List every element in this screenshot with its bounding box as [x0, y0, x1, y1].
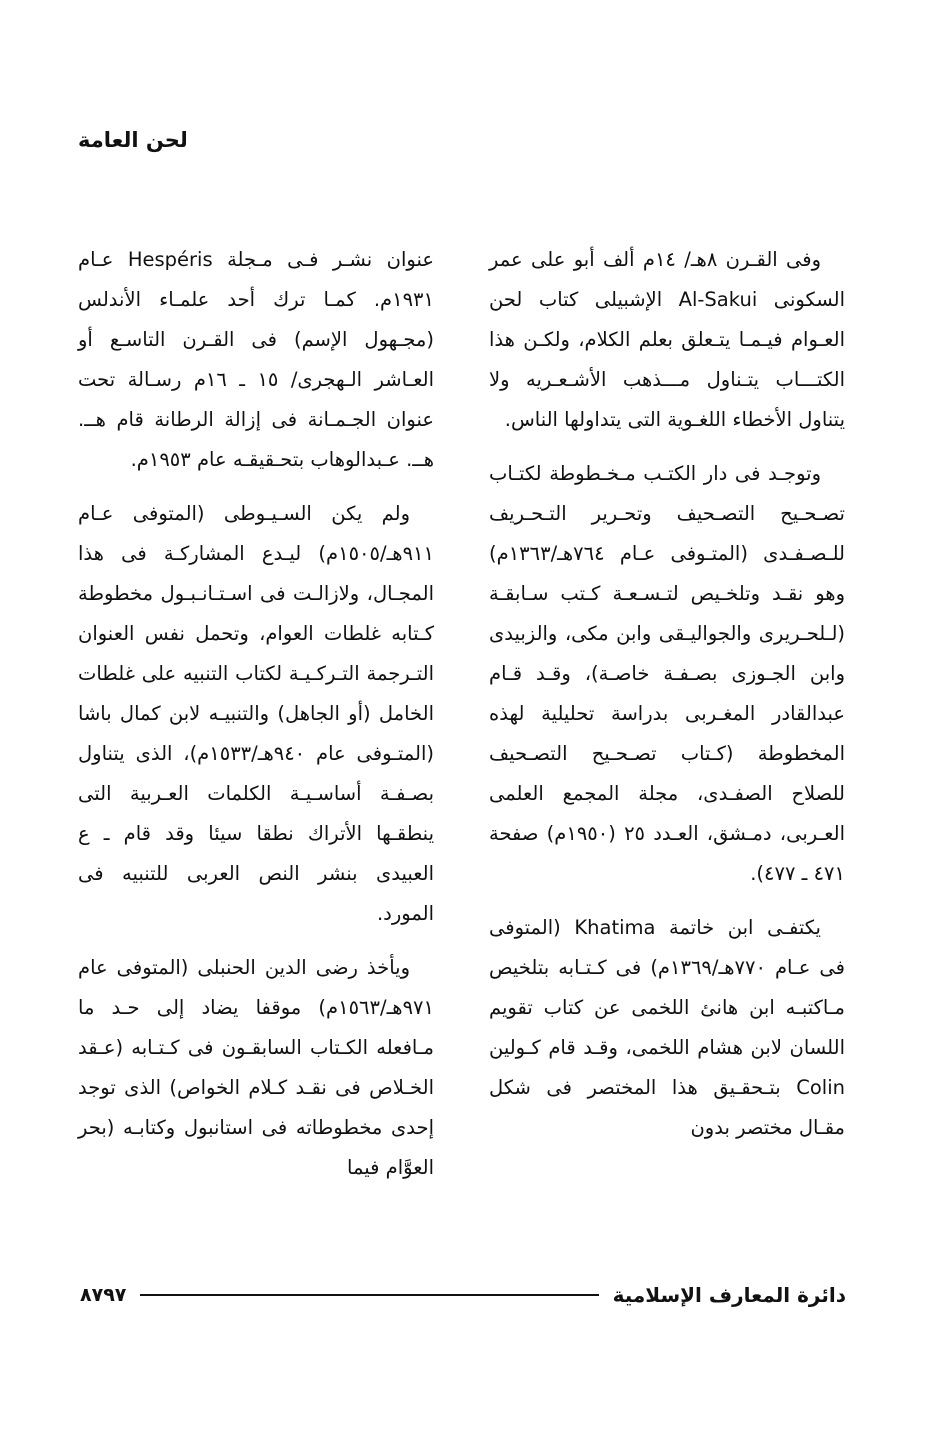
- paragraph: يكتفـى ابن خاتمة Khatima (المتوفى فى عـام ٧٧٠هـ/١٣٦٩م) فى كـتـابه بتلخيص مـاكتبـه ابن هانئ اللخمى عن كتاب تقويم اللسان لابن هشام اللخمى، وقـد قام كـولين Colin بتـحقـيق هذا المختصر فى شكل مقـال مختصر بدون: [489, 916, 845, 1139]
- publication-title: دائرة المعارف الإسلامية: [612, 1283, 846, 1307]
- left-column: [78, 240, 434, 1202]
- running-head: لحن العامة: [78, 128, 188, 152]
- footer-rule: [140, 1294, 598, 1296]
- paragraph: ولم يكن السـيـوطى (المتوفى عـام ٩١١هـ/١٥٠٥م) ليـدع المشاركـة فى هذا المجـال، ولازالـت فى اسـتـانـبـول مخطوطة كـتابه غلطات العوام، وتحمل نفس العنوان التـرجمة التـركـيـة لكتاب التنبيه على غلطات الخامل (أو الجاهل) والتنبيـه لابن كمال باشا (المتـوفى عام ٩٤٠هـ/١٥٣٣م)، الذى يتناول بصـفـة أساسـيـة الكلمات العـربية التى ينطقـها الأتراك نطقا سيئا وقد قام ـ ع العبيدى بنشر النص العربى للتنبيه فى المورد.: [78, 502, 434, 925]
- paragraph: ويأخذ رضى الدين الحنبلى (المتوفى عام ٩٧١هـ/١٥٦٣م) موقفا يضاد إلى حـد ما مـافعله الكـتاب السابقـون فى كـتـابه (عـقد الخـلاص فى نقـد كـلام الخواص) الذى توجد إحدى مخطوطاته فى استانبول وكتابـه (بحر العوَّام فيما: [78, 956, 434, 1179]
- page-footer: [80, 1280, 846, 1310]
- right-column: [489, 240, 845, 1162]
- paragraph: وتوجـد فى دار الكتـب مـخـطوطة لكتـاب تصـحـيح التصـحيف وتحـرير التـحـريف للـصـفـدى (المتـوفى عـام ٧٦٤هـ/١٣٦٣م) وهو نقـد وتلخـيص لتـسـعـة كـتب سـابقـة (لـلحـريرى والجواليـقى وابن مكى، والزبيدى وابن الجـوزى بصـفـة خاصـة)، وقـد قـام عبدالقادر المغـربى بدراسة تحليلية لهذه المخطوطة (كـتاب تصـحـيح التصـحيف للصلاح الصفـدى، مجلة المجمع العلمى العـربى، دمـشق، العـدد ٢٥ (١٩٥٠م) صفحة ٤٧١ ـ ٤٧٧).: [489, 462, 845, 885]
- page-number: ٨٧٩٧: [80, 1284, 127, 1306]
- paragraph: وفى القـرن ٨هـ/ ١٤م ألف أبو على عمر السكونى Al-Sakui الإشبيلى كتاب لحن العـوام فيـمـا يتـعلق بعلم الكلام، ولكـن هذا الكتـــاب يتـناول مـــذهب الأشـعـريه ولا يتناول الأخطاء اللغـوية التى يتداولها الناس.: [489, 248, 845, 431]
- paragraph: عنوان نشـر فـى مـجلة Hespéris عـام ١٩٣١م. كمـا ترك أحد علمـاء الأندلس (مجـهول الإسم) فى القـرن التاسـع أو العـاشر الـهجرى/ ١٥ ـ ١٦م رسـالة تحت عنوان الجـمـانة فى إزالة الرطانة قام هــ. هــ. عـبدالوهاب بتحـقيقـه عام ١٩٥٣م.: [78, 248, 435, 471]
